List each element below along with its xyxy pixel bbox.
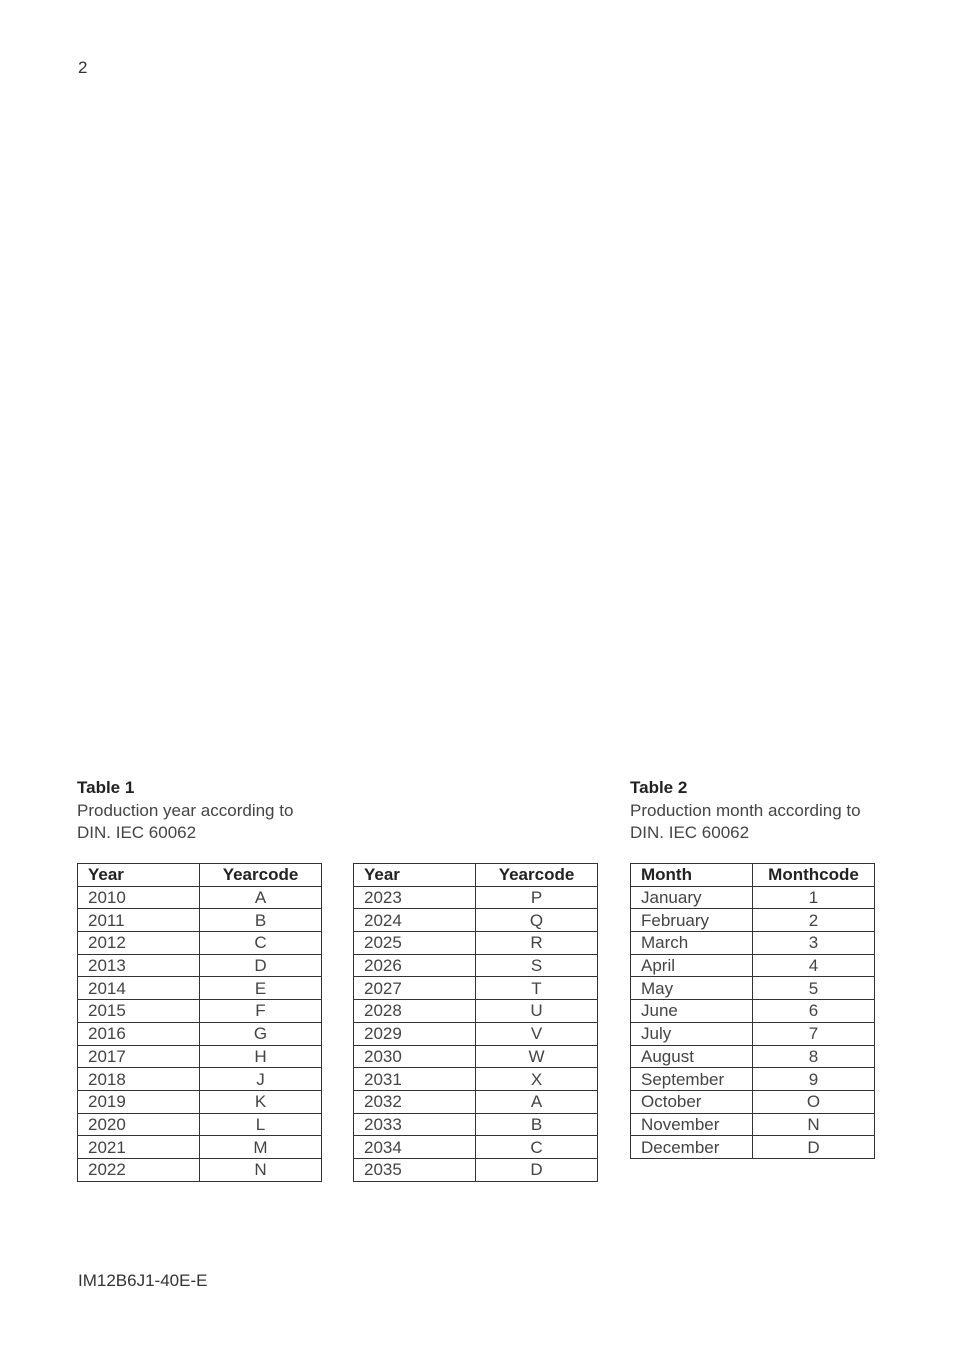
row-label-cell: 2025 [354,932,476,955]
row-code-cell: V [476,1022,598,1045]
table-row [631,1022,875,1045]
row-label-cell: June [631,1000,753,1023]
row-label-cell: 2030 [354,1045,476,1068]
table-row [631,1045,875,1068]
table-1-description-line-1: Production year according to [77,800,294,820]
row-code-cell: B [200,909,322,932]
row-code-cell: A [476,1090,598,1113]
header-year: Year [354,864,476,887]
row-code-cell: D [476,1158,598,1181]
table-row [78,1045,322,1068]
row-label-cell: February [631,909,753,932]
row-label-cell: 2019 [78,1090,200,1113]
table-row [631,1113,875,1136]
row-label-cell: 2021 [78,1136,200,1159]
row-label-cell: 2012 [78,932,200,955]
table-row [78,1022,322,1045]
table-row [354,1045,598,1068]
table-row [354,1136,598,1159]
row-label-cell: 2016 [78,1022,200,1045]
table-row [354,1068,598,1091]
row-code-cell: R [476,932,598,955]
row-label-cell: 2033 [354,1113,476,1136]
table-2-description-line-2: DIN. IEC 60062 [630,823,750,842]
row-label-cell: 2011 [78,909,200,932]
table-row [78,1068,322,1091]
table-row [354,1113,598,1136]
table-row [631,886,875,909]
row-code-cell: 2 [753,909,875,932]
row-label-cell: 2029 [354,1022,476,1045]
table-1-caption [77,777,293,845]
table-2-caption [630,777,861,845]
row-code-cell: C [200,932,322,955]
row-label-cell: 2026 [354,954,476,977]
table-2-description-line-1: Production month according to [630,800,861,820]
header-month: Month [631,864,753,887]
row-code-cell: S [476,954,598,977]
year-code-table-2010-2022 [77,863,322,1182]
table-row [354,909,598,932]
row-code-cell: K [200,1090,322,1113]
row-code-cell: A [200,886,322,909]
row-label-cell: October [631,1090,753,1113]
table-row [354,977,598,1000]
row-code-cell: 1 [753,886,875,909]
row-code-cell: B [476,1113,598,1136]
header-year: Year [78,864,200,887]
row-code-cell: Q [476,909,598,932]
row-code-cell: F [200,1000,322,1023]
row-label-cell: September [631,1068,753,1091]
header-yearcode: Yearcode [476,864,598,887]
row-code-cell: T [476,977,598,1000]
page-number: 2 [78,58,88,77]
table-1-description-line-2: DIN. IEC 60062 [77,823,197,842]
row-label-cell: January [631,886,753,909]
table-row [78,977,322,1000]
row-label-cell: 2018 [78,1068,200,1091]
table-row [631,1000,875,1023]
row-label-cell: May [631,977,753,1000]
row-label-cell: 2015 [78,1000,200,1023]
table-row [78,1158,322,1181]
row-code-cell: G [200,1022,322,1045]
header-monthcode: Monthcode [753,864,875,887]
row-label-cell: 2014 [78,977,200,1000]
table-body [78,886,322,1181]
row-label-cell: 2023 [354,886,476,909]
table-row [354,1000,598,1023]
table-header-row [631,864,875,887]
row-label-cell: 2017 [78,1045,200,1068]
row-code-cell: P [476,886,598,909]
row-code-cell: 6 [753,1000,875,1023]
table-row [78,886,322,909]
row-code-cell: U [476,1000,598,1023]
table-row [78,1000,322,1023]
table-body [354,886,598,1181]
row-code-cell: C [476,1136,598,1159]
header-yearcode: Yearcode [200,864,322,887]
row-code-cell: W [476,1045,598,1068]
table-row [78,1113,322,1136]
row-code-cell: N [753,1113,875,1136]
table-row [631,977,875,1000]
row-code-cell: X [476,1068,598,1091]
row-code-cell: L [200,1113,322,1136]
year-code-table-2023-2035 [353,863,598,1182]
month-code-table [630,863,875,1159]
row-label-cell: November [631,1113,753,1136]
table-2-title: Table 2 [630,778,688,797]
row-code-cell: D [200,954,322,977]
row-label-cell: December [631,1136,753,1159]
row-code-cell: 5 [753,977,875,1000]
row-label-cell: 2028 [354,1000,476,1023]
row-code-cell: O [753,1090,875,1113]
table-1-title: Table 1 [77,778,135,797]
row-label-cell: 2032 [354,1090,476,1113]
row-code-cell: 7 [753,1022,875,1045]
table-row [354,886,598,909]
table-body [631,886,875,1158]
table-row [78,1090,322,1113]
row-label-cell: July [631,1022,753,1045]
row-code-cell: E [200,977,322,1000]
table-row [78,909,322,932]
row-code-cell: D [753,1136,875,1159]
row-code-cell: 9 [753,1068,875,1091]
row-code-cell: J [200,1068,322,1091]
row-code-cell: 4 [753,954,875,977]
row-label-cell: 2027 [354,977,476,1000]
row-label-cell: August [631,1045,753,1068]
row-code-cell: 3 [753,932,875,955]
row-label-cell: 2034 [354,1136,476,1159]
table-row [354,954,598,977]
row-label-cell: 2031 [354,1068,476,1091]
table-row [354,932,598,955]
row-code-cell: M [200,1136,322,1159]
table-row [631,1068,875,1091]
row-label-cell: April [631,954,753,977]
document-code: IM12B6J1-40E-E [78,1271,208,1290]
table-row [78,1136,322,1159]
row-code-cell: N [200,1158,322,1181]
row-label-cell: 2035 [354,1158,476,1181]
row-label-cell: 2020 [78,1113,200,1136]
table-row [354,1158,598,1181]
row-code-cell: H [200,1045,322,1068]
table-row [631,1136,875,1159]
row-label-cell: 2022 [78,1158,200,1181]
table-row [631,932,875,955]
table-row [631,954,875,977]
table-row [631,1090,875,1113]
row-code-cell: 8 [753,1045,875,1068]
table-header-row [354,864,598,887]
table-row [354,1090,598,1113]
table-row [78,932,322,955]
row-label-cell: 2010 [78,886,200,909]
row-label-cell: 2024 [354,909,476,932]
table-row [631,909,875,932]
row-label-cell: March [631,932,753,955]
row-label-cell: 2013 [78,954,200,977]
table-header-row [78,864,322,887]
table-row [78,954,322,977]
table-row [354,1022,598,1045]
